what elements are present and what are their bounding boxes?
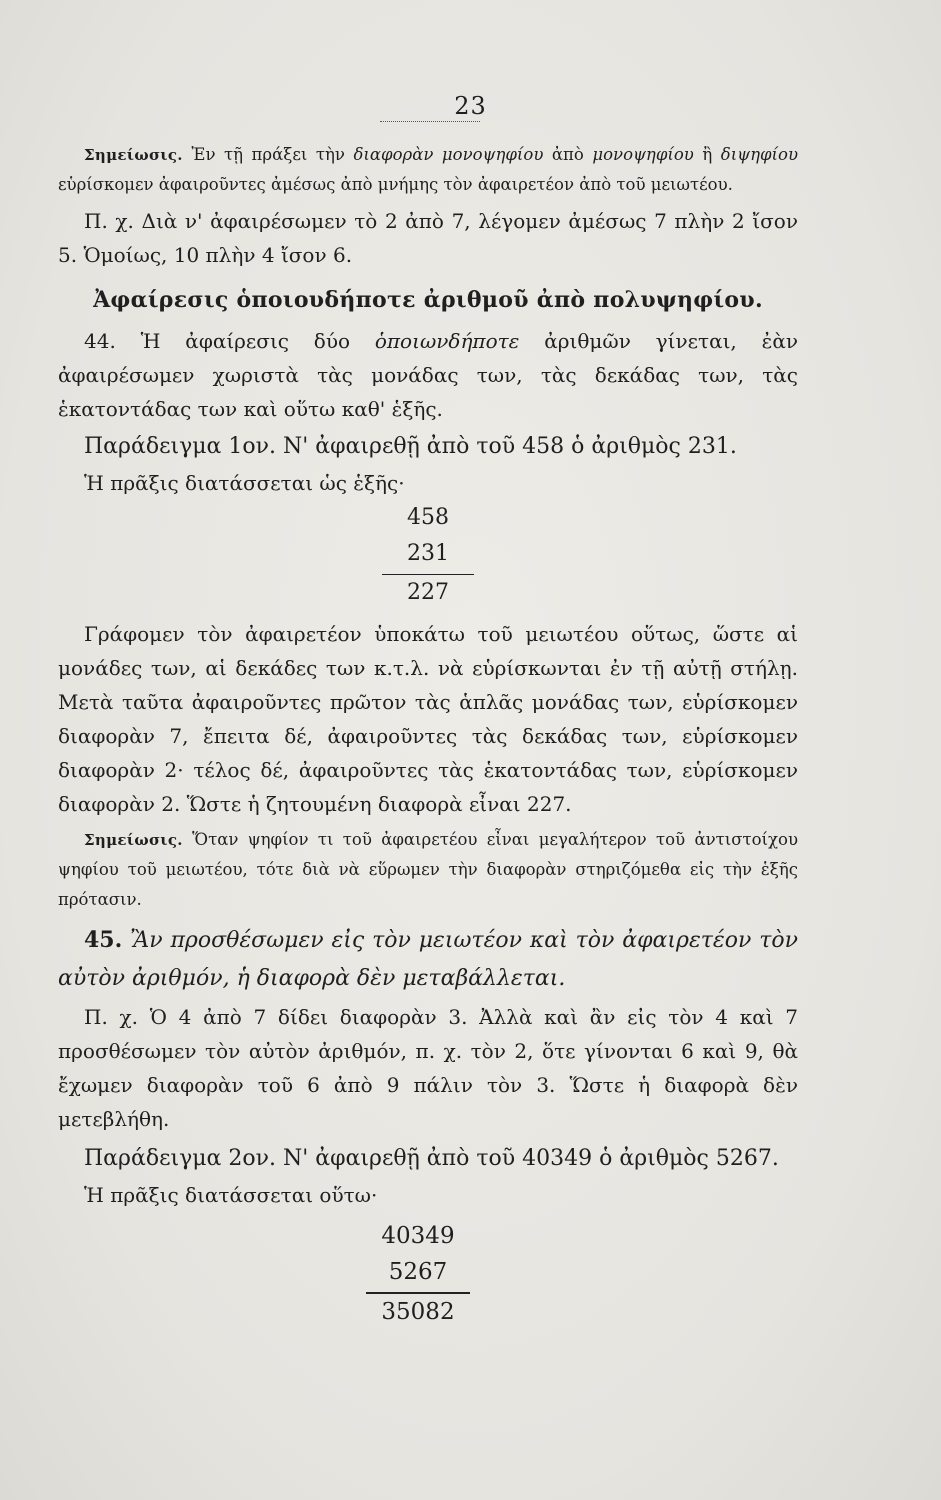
paragraph-44-text-c: ἀριθμῶν γίνεται, ἐὰν ἀφαιρέσωμεν χωριστὰ τὰς μονάδας των, τὰς δεκάδας των, τὰς ἑκατοντάδας των καὶ οὕτω καθ' ἑξῆς. — [58, 329, 798, 421]
page-body — [58, 138, 798, 1330]
paragraph-44-text-b: ὁποιωνδήποτε — [374, 329, 520, 353]
note-1-text-a: Ἐν τῇ πράξει τὴν — [182, 145, 354, 164]
note-1-text-e: ἢ — [693, 145, 721, 164]
section-heading: Ἀφαίρεσις ὁποιουδήποτε ἀριθμοῦ ἀπὸ πολυψηφίου. — [93, 287, 763, 313]
note-1 — [58, 140, 798, 200]
subtraction-1 — [348, 500, 508, 611]
paragraph-44-text-a: Ἡ ἀφαίρεσις δύο — [115, 329, 375, 353]
paragraph-44-number: 44. — [84, 329, 116, 353]
subtraction-1-result: 227 — [407, 580, 449, 605]
note-1-text-g: εὑρίσκομεν ἀφαιροῦντες ἀμέσως ἀπὸ μνήμης τὸν ἀφαιρετέον ἀπὸ τοῦ μειωτέου. — [58, 175, 733, 194]
note-1-text-b: διαφορὰν μονοψηφίου — [353, 145, 544, 164]
example-2-title: Παράδειγμα 2ον. Ν' ἀφαιρεθῇ ἀπὸ τοῦ 40349 ὁ ἀριθμὸς 5267. — [84, 1146, 779, 1171]
example-1-intro: Ἡ πρᾶξις διατάσσεται ὡς ἑξῆς· — [84, 471, 405, 495]
paragraph-45 — [58, 921, 798, 998]
paragraph-write: Γράφομεν τὸν ἀφαιρετέον ὑποκάτω τοῦ μειωτέου οὕτως, ὥστε αἱ μονάδες των, αἱ δεκάδες των κ.τ.λ. νὰ εὑρίσκωνται ἐν τῇ αὐτῇ στήλῃ. Μετὰ ταῦτα ἀφαιροῦντες πρῶτον τὰς ἁπλᾶς μονάδας των, εὑρίσκομεν διαφορὰν 7, ἔπειτα δέ, ἀφαιροῦντες τὰς δεκάδας των, εὑρίσκομεν διαφορὰν 2· τέλος δέ, ἀφαιροῦντες τὰς ἑκατοντάδας των, εὑρίσκομεν διαφορὰν 2. Ὥστε ἡ ζητουμένη διαφορὰ εἶναι 227. — [58, 622, 798, 816]
paragraph-45-text: Ἂν προσθέσωμεν εἰς τὸν μειωτέον καὶ τὸν ἀφαιρετέον τὸν αὐτὸν ἀριθμόν, ἡ διαφορὰ δὲν μεταβάλλεται. — [58, 928, 798, 991]
paragraph-45-number: 45. — [84, 927, 123, 953]
subtraction-2-minuend: 40349 — [381, 1223, 455, 1249]
note-1-text-c: ἀπὸ — [543, 145, 593, 164]
note-2-text: Ὅταν ψηφίον τι τοῦ ἀφαιρετέου εἶναι μεγαλήτερον τοῦ ἀντιστοίχου ψηφίου τοῦ μειωτέου, τότε διὰ νὰ εὕρωμεν τὴν διαφορὰν στηριζόμεθα εἰς τὴν ἑξῆς πρότασιν. — [58, 830, 798, 909]
note-1-text-f: διψηφίου — [720, 145, 798, 164]
paragraph-example-45: Π. χ. Ὁ 4 ἀπὸ 7 δίδει διαφορὰν 3. Ἀλλὰ καὶ ἂν εἰς τὸν 4 καὶ 7 προσθέσωμεν τὸν αὐτὸν ἀριθμόν, π. χ. τὸν 2, ὅτε γίνονται 6 καὶ 9, θὰ ἔχωμεν διαφορὰν τοῦ 6 ἀπὸ 9 πάλιν τὸν 3. Ὥστε ἡ διαφορὰ δὲν μετεβλήθη. — [58, 1005, 798, 1131]
note-1-text-d: μονοψηφίου — [592, 145, 694, 164]
note-1-label: Σημείωσις. — [84, 146, 183, 164]
subtraction-2 — [338, 1218, 498, 1330]
paragraph-44 — [58, 324, 798, 426]
page-number: 23 — [454, 92, 487, 120]
note-2-label: Σημείωσις. — [84, 831, 183, 849]
example-2-intro: Ἡ πρᾶξις διατάσσεται οὕτω· — [84, 1183, 378, 1207]
subtraction-2-result: 35082 — [381, 1299, 455, 1325]
example-intro: Π. χ. Διὰ ν' ἀφαιρέσωμεν τὸ 2 ἀπὸ 7, λέγομεν ἀμέσως 7 πλὴν 2 ἴσον 5. Ὁμοίως, 10 πλὴν 4 ἴσον 6. — [58, 209, 798, 267]
subtraction-2-subtrahend: 5267 — [388, 1259, 448, 1285]
note-2 — [58, 825, 798, 915]
page-number-rule — [380, 121, 480, 122]
subtraction-1-minuend: 458 — [407, 505, 449, 530]
example-1-title: Παράδειγμα 1ον. Ν' ἀφαιρεθῇ ἀπὸ τοῦ 458 ὁ ἀριθμὸς 231. — [84, 434, 737, 459]
subtraction-1-subtrahend: 231 — [407, 541, 449, 566]
